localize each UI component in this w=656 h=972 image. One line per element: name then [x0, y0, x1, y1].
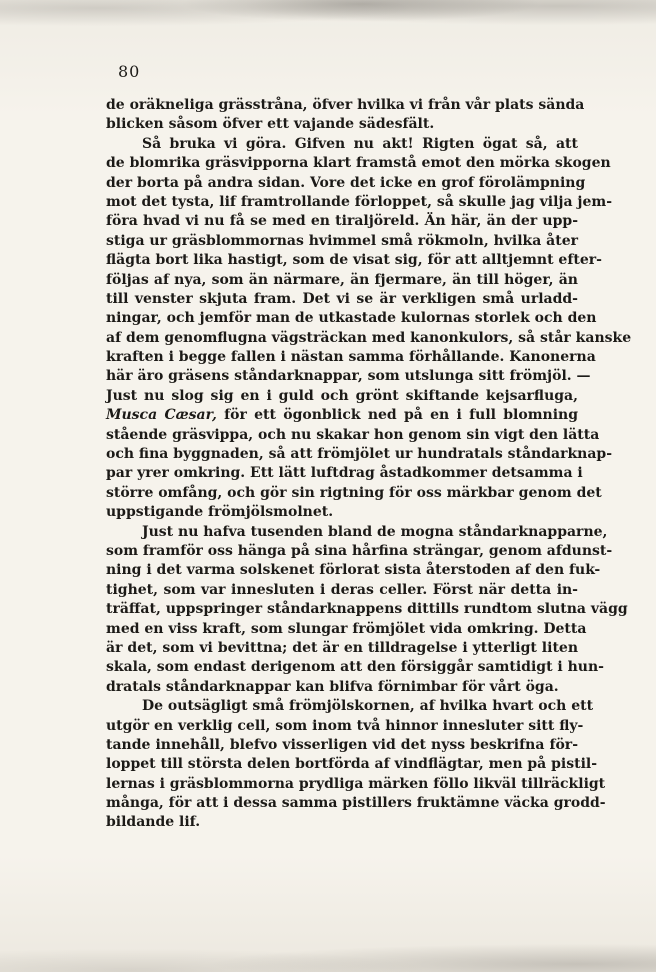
text-line: här äro gräsens ståndarknappar, som utslunga sitt frömjöl. — — [106, 368, 591, 385]
scan-shadow-bottom — [0, 932, 656, 972]
text-line: ningar, och jemför man de utkastade kulornas storlek och den — [106, 310, 597, 327]
text-line: som framför oss hänga på sina hårfina strängar, genom afdunst- — [106, 542, 613, 559]
text-line: loppet till största delen bortförda af vindflägtar, men på pistil- — [106, 756, 598, 773]
text-line: större omfång, och gör sin rigtning för oss märkbar genom det — [106, 484, 602, 501]
text-line: kraften i begge fallen i nästan samma förhållande. Kanonerna — [106, 349, 596, 366]
text-line: stående gräsvippa, och nu skakar hon genom sin vigt den lätta — [106, 426, 600, 443]
text-line: uppstigande frömjölsmolnet. — [106, 504, 334, 521]
text-line: många, för att i dessa samma pistillers fruktämne väcka grodd- — [106, 795, 606, 812]
body-text — [106, 96, 632, 833]
text-line: de blomrika gräsvipporna klart framstå emot den mörka skogen — [106, 155, 611, 172]
page-number: 80 — [118, 62, 141, 81]
text-line: de oräkneliga grässtråna, öfver hvilka vi från vår plats sända — [106, 97, 585, 113]
text-line: af dem genomflugna vägsträckan med kanonkulors, så står kanske — [106, 329, 632, 346]
text-line — [106, 406, 578, 425]
text-line: De outsägligt små frömjölskornen, af hvilka hvart och ett — [142, 698, 594, 715]
text-line: är det, som vi bevittna; det är en tilldragelse i ytterligt liten — [106, 639, 578, 656]
scan-shadow-top — [0, 0, 656, 40]
text-line: och fina byggnaden, så att frömjölet ur hundratals ståndarknap- — [106, 446, 613, 463]
text-line: blicken såsom öfver ett vajande sädesfält. — [106, 116, 435, 133]
text-line: tighet, som var innesluten i deras celler. Först när detta in- — [106, 581, 578, 598]
text-line-rest: för ett ögonblick ned på en i full blomning — [216, 407, 578, 424]
text-line: följas af nya, som än närmare, än fjermare, än till höger, än — [106, 271, 578, 288]
text-line: flägta bort lika hastigt, som de visat sig, för att alltjemnt efter- — [106, 252, 602, 269]
text-line: mot det tysta, lif framtrollande förloppet, så skulle jag vilja jem- — [106, 193, 613, 210]
text-line: dratals ståndarknappar kan blifva förnimbar för vårt öga. — [106, 678, 559, 695]
text-line: Just nu slog sig en i guld och grönt skiftande kejsarfluga, — [106, 387, 578, 404]
text-line: der borta på andra sidan. Vore det icke en grof förolämpning — [106, 174, 586, 191]
text-line: utgör en verklig cell, som inom två hinnor innesluter sitt fly- — [106, 717, 584, 734]
text-line: föra hvad vi nu få se med en tiraljöreld. Än här, än der upp- — [106, 213, 578, 230]
text-line: skala, som endast derigenom att den försiggår samtidigt i hun- — [106, 659, 604, 676]
text-line: till venster skjuta fram. Det vi se är verkligen små urladd- — [106, 290, 578, 307]
text-line: par yrer omkring. Ett lätt luftdrag åstadkommer detsamma i — [106, 465, 583, 482]
text-line: med en viss kraft, som slungar frömjölet vida omkring. Detta — [106, 620, 587, 637]
text-line: stiga ur gräsblommornas hvimmel små rökmoln, hvilka åter — [106, 232, 578, 249]
text-line: Så bruka vi göra. Gifven nu akt! Rigten ögat så, att — [142, 135, 578, 152]
text-line: bildande lif. — [106, 814, 201, 831]
italic-species-name: Musca Cæsar, — [106, 407, 217, 424]
text-line: Just nu hafva tusenden bland de mogna ståndarknapparne, — [142, 523, 608, 540]
text-line: lernas i gräsblommorna prydliga märken föllo likväl tillräckligt — [106, 775, 606, 792]
text-line: ning i det varma solskenet förlorat sista återstoden af den fuk- — [106, 562, 601, 579]
text-line: träffat, uppspringer ståndarknappens dittills rundtom slutna vägg — [106, 601, 628, 618]
text-line: tande innehåll, blefvo visserligen vid det nyss beskrifna för- — [106, 736, 578, 753]
